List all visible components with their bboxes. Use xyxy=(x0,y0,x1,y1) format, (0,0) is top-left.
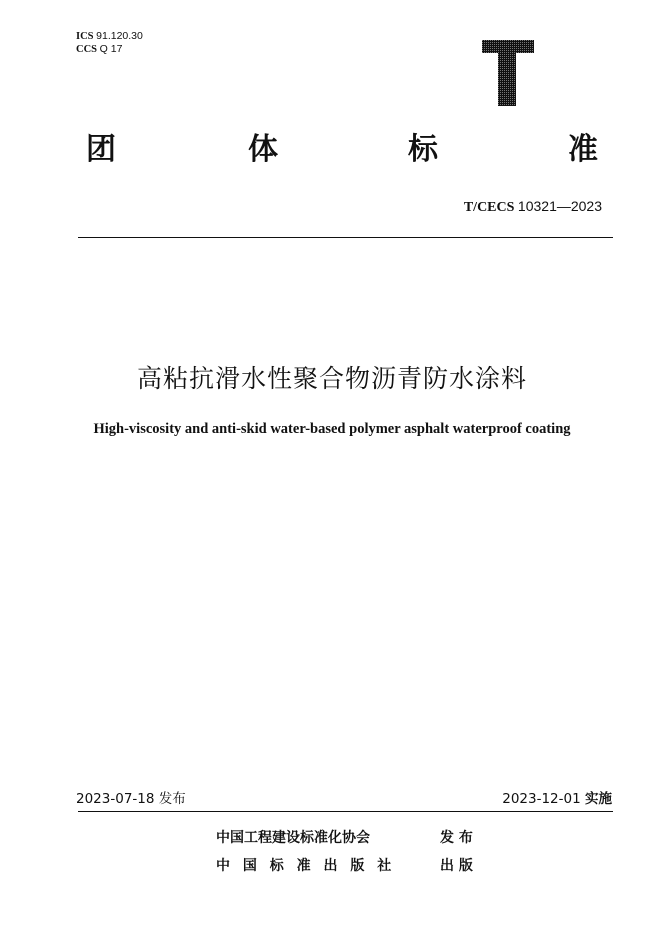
standard-type-char-3: 标 xyxy=(408,132,438,167)
implement-date-value: 2023-12-01 xyxy=(502,791,581,807)
footer-divider xyxy=(78,811,613,812)
ics-code: 91.120.30 xyxy=(96,30,143,42)
title-english: High-viscosity and anti-skid water-based polymer asphalt waterproof coating xyxy=(93,421,571,437)
standard-number-prefix: T/CECS xyxy=(463,200,515,215)
issue-date xyxy=(76,790,186,808)
standard-number xyxy=(464,197,602,217)
standard-t-logo xyxy=(482,40,534,106)
title-chinese: 高粘抗滑水性聚合物沥青防水涂料 xyxy=(136,364,527,393)
publisher-name-2: 中 国 标 准 出 版 社 xyxy=(216,858,396,874)
standard-type-char-1: 团 xyxy=(86,132,116,167)
classification-codes xyxy=(76,30,143,56)
implement-label: 实施 xyxy=(585,791,612,807)
ccs-code: Q 17 xyxy=(99,43,123,55)
issue-label: 发布 xyxy=(158,791,186,807)
publisher-action-2: 出 版 xyxy=(440,858,473,874)
ccs-line xyxy=(76,43,143,56)
publisher-name-1: 中国工程建设标准化协会 xyxy=(216,830,370,846)
standard-type-char-2: 体 xyxy=(248,132,278,167)
standard-type-char-4: 准 xyxy=(568,132,598,167)
ics-label: ICS xyxy=(76,31,94,42)
publisher-action-1: 发 布 xyxy=(440,830,473,846)
issue-date-value: 2023-07-18 xyxy=(76,791,155,807)
implement-date xyxy=(502,790,612,808)
standard-number-value: 10321—2023 xyxy=(517,198,602,214)
ics-line xyxy=(76,30,143,43)
ccs-label: CCS xyxy=(76,44,98,55)
header-divider xyxy=(78,237,613,238)
